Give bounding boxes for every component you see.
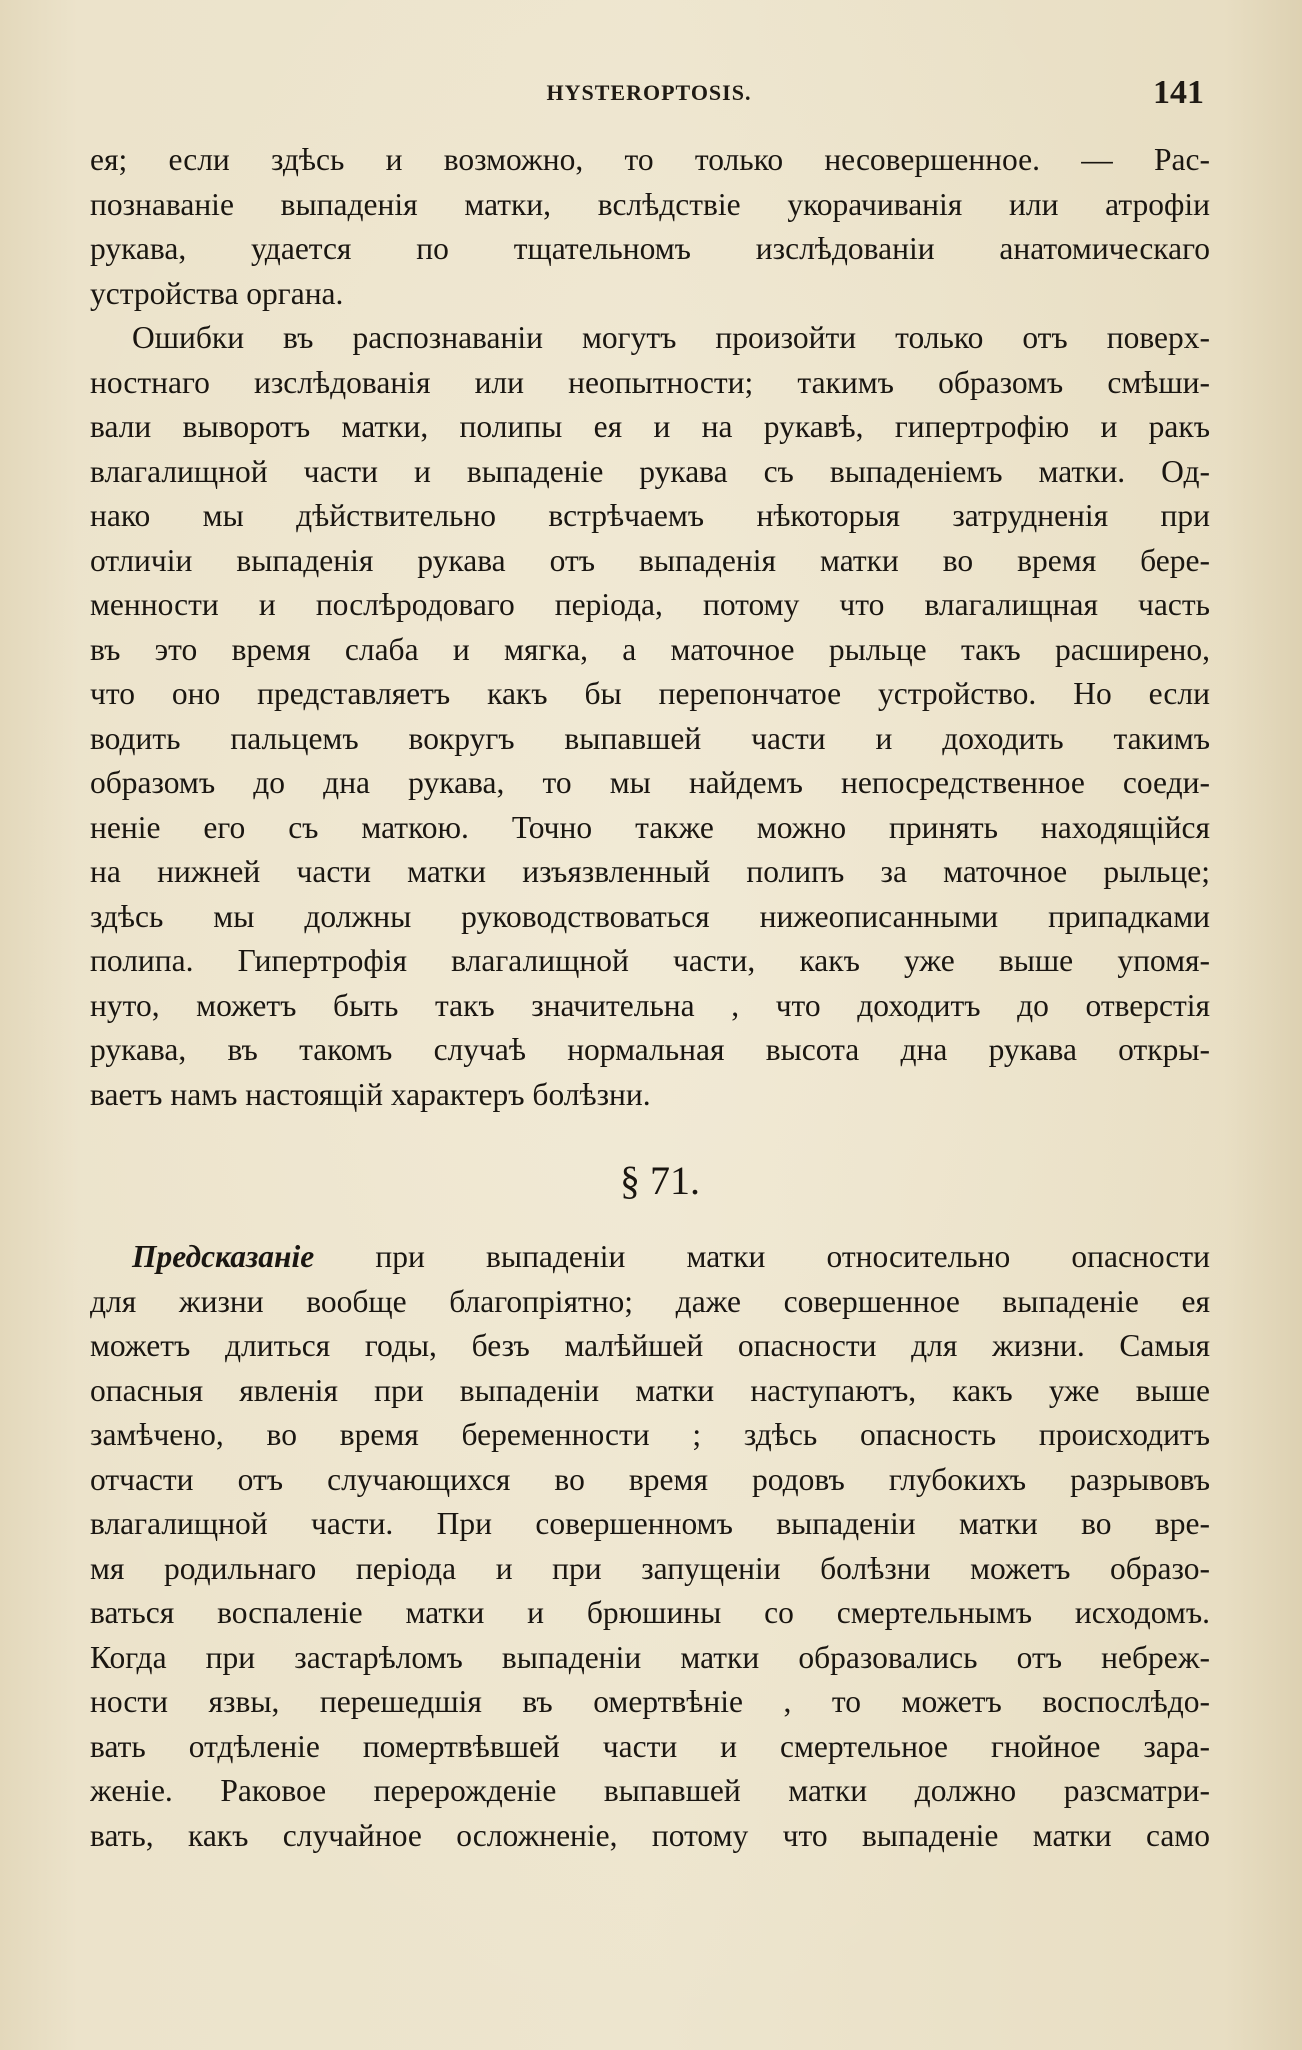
text-line: устройства органа.: [90, 275, 344, 311]
text-line: ваетъ намъ настоящiй характеръ болѣзни.: [90, 1076, 651, 1112]
text-line: ненiе его съ маткою. Точно также можно принять находящiйся: [90, 809, 1210, 845]
text-line: можетъ длиться годы, безъ малѣйшей опасности для жизни. Самыя: [90, 1328, 1210, 1363]
text-line: вать, какъ случайное осложненiе, потому что выпаденiе матки само: [90, 1817, 1210, 1853]
text-line: менности и послѣродоваго перiода, потому что влагалищная часть: [90, 587, 1210, 622]
text-line: замѣчено, во время беременности ; здѣсь опасность происходитъ: [90, 1417, 1210, 1452]
text-line: ея; если здѣсь и возможно, то только несовершенное. — Рас-: [90, 142, 1210, 177]
text-line: познаванiе выпаденiя матки, вслѣдствiе укорачиванiя или атрофiи: [90, 186, 1210, 222]
prognosis-term: Предсказанiе: [132, 1239, 315, 1274]
text-line: на нижней части матки изъязвленный полипъ за маточное рыльце;: [90, 854, 1210, 889]
text-line: вать отдѣленiе помертвѣвшей части и смертельное гнойное зара-: [90, 1728, 1210, 1764]
text-line: влагалищной части. При совершенномъ выпаденiи матки во вре-: [90, 1506, 1210, 1541]
text-line: отчасти отъ случающихся во время родовъ глубокихъ разрывовъ: [90, 1461, 1210, 1497]
text-line: влагалищной части и выпаденiе рукава съ выпаденiемъ матки. Од-: [90, 453, 1210, 489]
text-line: Когда при застарѣломъ выпаденiи матки образовались отъ небреж-: [90, 1639, 1210, 1675]
text-line: ваться воспаленiе матки и брюшины со смертельнымъ исходомъ.: [90, 1595, 1210, 1630]
text-line: ностнаго изслѣдованiя или неопытности; такимъ образомъ смѣши-: [90, 364, 1210, 400]
text-line: рукава, удается по тщательномъ изслѣдованiи анатомическаго: [90, 231, 1210, 266]
text-line: нуто, можетъ быть такъ значительна , что доходитъ до отверстiя: [90, 987, 1210, 1023]
page-number: 141: [1153, 74, 1204, 111]
text-line: полипа. Гипертрофiя влагалищной части, какъ уже выше упомя-: [90, 943, 1210, 978]
text-line: рукава, въ такомъ случаѣ нормальная высота дна рукава откры-: [90, 1032, 1210, 1067]
text-line: женiе. Раковое перерожденiе выпавшей матки должно разсматри-: [90, 1773, 1210, 1808]
text-line: [90, 1235, 1210, 1280]
text-line: въ это время слаба и мягка, а маточное рыльце такъ расширено,: [90, 631, 1210, 667]
paragraph-1: [90, 138, 1210, 316]
text-line: здѣсь мы должны руководствоваться нижеописанными припадками: [90, 898, 1210, 934]
text-line: мя родильнаго перiода и при запущенiи болѣзни можетъ образо-: [90, 1550, 1210, 1586]
text-line: что оно представляетъ какъ бы перепончатое устройство. Но если: [90, 676, 1210, 711]
paragraph-3: [90, 1235, 1210, 1858]
text-line: Ошибки въ распознаванiи могутъ произойти только отъ поверх-: [132, 320, 1210, 355]
text-line: отличiи выпаденiя рукава отъ выпаденiя матки во время бере-: [90, 542, 1210, 578]
text-line: водить пальцемъ вокругъ выпавшей части и доходить такимъ: [90, 720, 1210, 756]
text-line: ности язвы, перешедшiя въ омертвѣнiе , то можетъ воспослѣдо-: [90, 1684, 1210, 1719]
page-header: [94, 74, 1204, 124]
paragraph-2: [90, 316, 1210, 1117]
text-run: при выпаденiи матки относительно опасности: [314, 1239, 1210, 1274]
text-line: нако мы дѣйствительно встрѣчаемъ нѣкоторыя затрудненiя при: [90, 498, 1210, 533]
text-line: для жизни вообще благопрiятно; даже совершенное выпаденiе ея: [90, 1283, 1210, 1319]
section-heading: § 71.: [620, 1158, 700, 1203]
body-text: [90, 138, 1210, 1858]
text-line: опасныя явленiя при выпаденiи матки наступаютъ, какъ уже выше: [90, 1372, 1210, 1408]
running-head: HYSTEROPTOSIS.: [546, 80, 752, 105]
text-line: образомъ до дна рукава, то мы найдемъ непосредственное соеди-: [90, 765, 1210, 800]
text-line: вали выворотъ матки, полипы ея и на рукавѣ, гипертрофiю и ракъ: [90, 409, 1210, 444]
